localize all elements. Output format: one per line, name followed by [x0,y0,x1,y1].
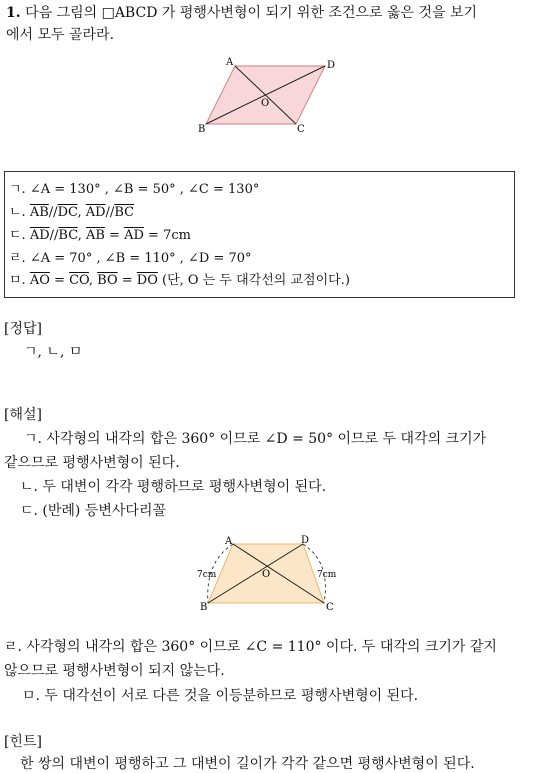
choice-3 [9,227,191,245]
choice-text: ∠A = 70° , ∠B = 110° , ∠D = 70° [29,251,252,266]
choice-mark: ㅁ. [9,273,26,288]
label-c: C [326,602,334,613]
choice-5 [9,272,350,290]
equals: = [104,228,125,243]
segment-bc: $\overline{BC}$ [58,228,78,243]
parallel-symbol: // [49,228,59,243]
segment-ao: $\overline{AO}$ [29,273,50,288]
label-b: B [198,124,206,135]
label-d: D [301,535,310,546]
segment-ad: $\overline{AD}$ [29,228,50,243]
segment-bc: $\overline{BC}$ [114,205,135,220]
explanation-line6: 않으므로 평행사변형이 되지 않는다. [4,663,225,679]
choice-note: (단, O 는 두 대각선의 교점이다.) [157,273,350,288]
left-length-label: 7cm [197,570,217,580]
question-line1: 다음 그림의 □ABCD 가 평행사변형이 되기 위한 조건으로 옳은 것을 보기 [25,5,478,21]
segment-bo: $\overline{BO}$ [97,273,118,288]
hint-header: [힌트] [4,734,42,750]
label-o: O [262,569,271,580]
explanation-line5: ㄹ. 사각형의 내각의 합은 360° 이므로 ∠C = 110° 이다. 두 대각의 크기가 같지 [4,639,497,655]
answer-text: ㄱ, ㄴ, ㅁ [24,344,83,360]
choice-4 [9,250,252,268]
segment-ab: $\overline{AB}$ [85,228,105,243]
hint-text: 한 쌍의 대변이 평행하고 그 대변이 길이가 각각 같으면 평행사변형이 된다. [20,756,475,772]
explanation-line3: ㄴ. 두 대변이 각각 평행하므로 평행사변형이 된다. [20,479,327,495]
explanation-header: [해설] [4,407,42,423]
explanation-line2: 같으므로 평행사변형이 된다. [4,455,180,471]
segment-ad: $\overline{AD}$ [124,228,144,243]
choice-text: ∠A = 130° , ∠B = 50° , ∠C = 130° [29,182,260,197]
label-o: O [261,98,270,109]
explanation-line1: ㄱ. 사각형의 내각의 합은 360° 이므로 ∠D = 50° 이므로 두 대각의 크기가 [24,431,487,447]
question-line2: 에서 모두 골라라. [6,27,115,43]
segment-do: $\overline{DO}$ [136,273,158,288]
separator: , [77,205,86,220]
choice-mark: ㄹ. [9,251,26,266]
parallel-symbol: // [105,205,115,220]
label-c: C [297,124,305,135]
choice-mark: ㄷ. [9,228,26,243]
length-value: = 7cm [143,228,191,243]
choice-2 [9,204,134,222]
segment-dc: $\overline{DC}$ [57,205,78,220]
question-text [6,2,477,46]
parallel-symbol: // [48,205,58,220]
label-d: D [327,60,336,71]
question-number: 1. [6,5,21,21]
equals: = [49,273,70,288]
choice-1 [9,181,259,199]
label-a: A [226,57,234,68]
segment-co: $\overline{CO}$ [69,273,89,288]
label-b: B [200,602,208,613]
segment-ad: $\overline{AD}$ [85,205,106,220]
equals: = [117,273,137,288]
answer-header: [정답] [4,321,42,337]
label-a: A [225,536,233,547]
choice-mark: ㄴ. [9,205,26,220]
explanation-line4: ㄷ. (반례) 등변사다리꼴 [20,503,166,519]
parallelogram-figure [195,56,345,136]
separator: , [77,228,86,243]
right-length-label: 7cm [317,570,337,580]
trapezoid-figure [193,532,343,616]
choices-box [4,171,515,298]
choice-mark: ㄱ. [9,182,26,197]
separator: , [88,273,98,288]
explanation-line7: ㅁ. 두 대각선이 서로 다른 것을 이등분하므로 평행사변형이 된다. [22,688,419,704]
segment-ab: $\overline{AB}$ [29,205,49,220]
